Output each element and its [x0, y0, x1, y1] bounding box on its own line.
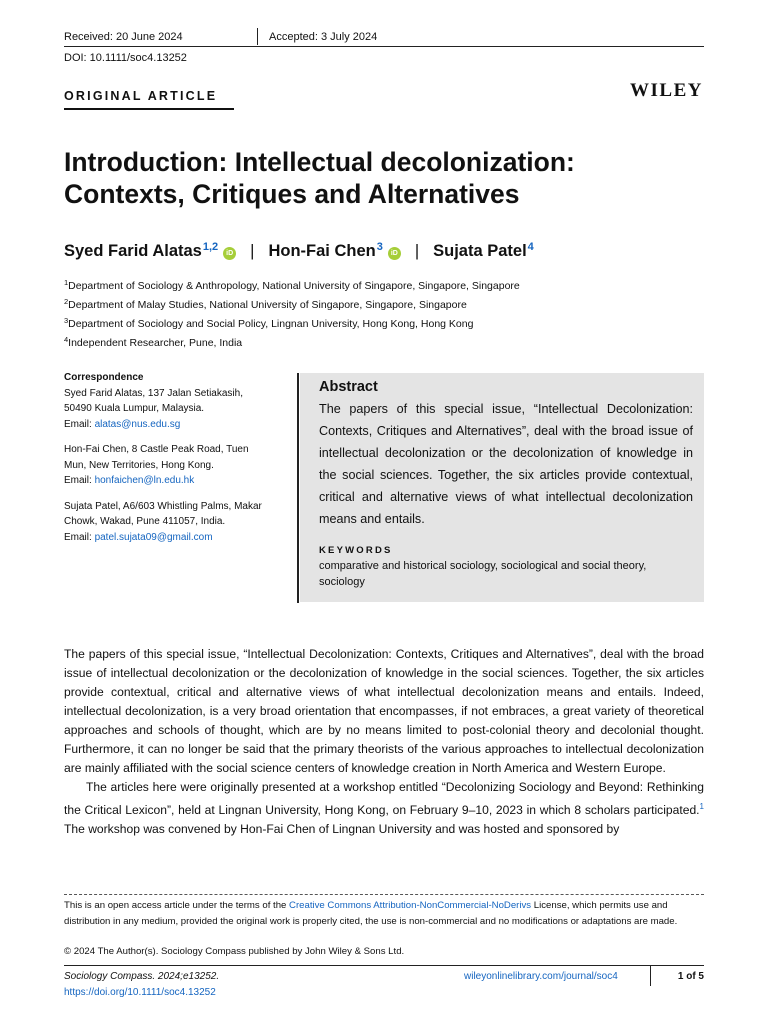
- affiliation-list: [64, 275, 520, 351]
- author-separator: |: [414, 242, 420, 260]
- footnote-ref[interactable]: 1: [699, 802, 704, 811]
- abstract-box: [300, 373, 704, 602]
- author-patel[interactable]: [433, 241, 534, 261]
- orcid-icon[interactable]: iD: [223, 247, 236, 260]
- affiliation-item: $^2$Department of Malay Studies, National University of Singapore, Singapore, Singapore: [64, 297, 467, 311]
- abstract-text: The papers of this special issue, “Intellectual Decolonization: Contexts, Critiques and Alternatives”, deal with the broad issue of intellectual decolonization or the decolonization of knowledge in the social sciences. Together, the six articles provide contextual, critical and alternative views of what intellectual decolonization means and entails.: [319, 402, 693, 526]
- footer-separator: [650, 966, 651, 986]
- correspondence-entry: Syed Farid Alatas, 137 Jalan Setiakasih, 50490 Kuala Lumpur, Malaysia. Email: alatas@nus.edu.sg: [64, 387, 243, 430]
- email-link[interactable]: alatas@nus.edu.sg: [94, 418, 181, 430]
- received-date: Received: 20 June 2024: [64, 31, 183, 43]
- license-notice: This is an open access article under the terms of the Creative Commons Attribution-NonCommercial-NoDerivs License, which permits use and distribution in any medium, provided the original work is properly cited, the use is non-commercial and no modifications or adaptations are made.: [64, 900, 678, 927]
- affiliation-item: $^3$Department of Sociology and Social Policy, Lingnan University, Hong Kong, Hong Kong: [64, 316, 474, 330]
- copyright-notice: © 2024 The Author(s). Sociology Compass published by John Wiley & Sons Ltd.: [64, 946, 405, 957]
- author-list: [64, 241, 534, 265]
- article-title: [64, 146, 714, 210]
- correspondence-entry: Sujata Patel, A6/603 Whistling Palms, Makar Chowk, Wakad, Pune 411057, India. Email: patel.sujata09@gmail.com: [64, 500, 262, 543]
- abstract-heading: Abstract: [319, 379, 378, 395]
- author-alatas[interactable]: [64, 241, 236, 261]
- article-body: [64, 645, 704, 839]
- article-type-underline: [64, 108, 234, 110]
- footer-rule: [64, 965, 704, 966]
- keywords-list: comparative and historical sociology, sociological and social theory, sociology: [319, 560, 647, 588]
- author-affiliation-sup[interactable]: 4: [527, 241, 534, 253]
- author-separator: |: [250, 242, 255, 260]
- publisher-logo: WILEY: [630, 80, 703, 101]
- email-link[interactable]: honfaichen@ln.edu.hk: [94, 475, 195, 486]
- page-number: 1 of 5: [677, 971, 704, 982]
- abstract-left-rule: [297, 373, 299, 603]
- body-paragraph: The papers of this special issue, “Intellectual Decolonization: Contexts, Critiques and Alternatives”, deal with the broad issue of intellectual decolonization or the decolonization of knowledge in the social sciences. Together, the six articles provide contextual, critical and alternative views of what intellectual decolonization means and entails. Indeed, intellectual decolonization, is a very broad orientation that encompasses, if not embraces, a great variety of theoretical approaches and schools of thought, which are by no means limited to post-colonial theory and decolonial thought. Furthermore, it can no longer be said that the primary theorists of the various approaches to intellectual decolonization are mainly affiliated with the social science centers of knowledge creation in North America and Western Europe.: [64, 647, 704, 775]
- journal-citation: Sociology Compass. 2024;e13252.: [64, 971, 220, 982]
- author-name: Sujata Patel: [433, 242, 527, 260]
- doi-label: DOI: 10.1111/soc4.13252: [64, 52, 187, 64]
- correspondence-block: [64, 370, 289, 555]
- correspondence-heading: Correspondence: [64, 372, 144, 383]
- title-line: Contexts, Critiques and Alternatives: [64, 179, 520, 209]
- journal-link[interactable]: wileyonlinelibrary.com/journal/soc4: [464, 971, 618, 982]
- date-separator: [257, 28, 258, 45]
- author-affiliation-sup[interactable]: 1,2: [202, 241, 219, 253]
- author-chen[interactable]: [268, 241, 400, 261]
- email-link[interactable]: patel.sujata09@gmail.com: [94, 531, 213, 543]
- accepted-date: Accepted: 3 July 2024: [269, 31, 378, 43]
- affiliation-item: $^4$Independent Researcher, Pune, India: [64, 335, 243, 349]
- orcid-icon[interactable]: iD: [388, 247, 401, 260]
- author-name: Syed Farid Alatas: [64, 242, 202, 260]
- doi-link[interactable]: https://doi.org/10.1111/soc4.13252: [64, 987, 216, 998]
- footnote-divider: [64, 894, 704, 895]
- license-link[interactable]: Creative Commons Attribution-NonCommercial-NoDerivs: [289, 900, 532, 911]
- author-affiliation-sup[interactable]: 3: [376, 241, 383, 253]
- correspondence-entry: Hon-Fai Chen, 8 Castle Peak Road, Tuen Mun, New Territories, Hong Kong. Email: honfaichen@ln.edu.hk: [64, 444, 249, 486]
- keywords-heading: KEYWORDS: [319, 545, 393, 556]
- header-rule: [64, 46, 704, 47]
- author-name: Hon-Fai Chen: [268, 242, 376, 260]
- affiliation-item: $^1$Department of Sociology & Anthropology, National University of Singapore, Singapore, Singapore: [64, 278, 520, 292]
- title-line: Introduction: Intellectual decolonization:: [64, 147, 575, 177]
- article-type: ORIGINAL ARTICLE: [64, 89, 218, 103]
- body-paragraph: The articles here were originally presented at a workshop entitled “Decolonizing Sociology and Beyond: Rethinking the Critical Lexicon”, held at Lingnan University, Hong Kong, on February 9–10, 2023 in which 8 scholars participated.$^1$ The workshop was convened by Hon-Fai Chen of Lingnan University and was hosted and sponsored by: [64, 780, 704, 836]
